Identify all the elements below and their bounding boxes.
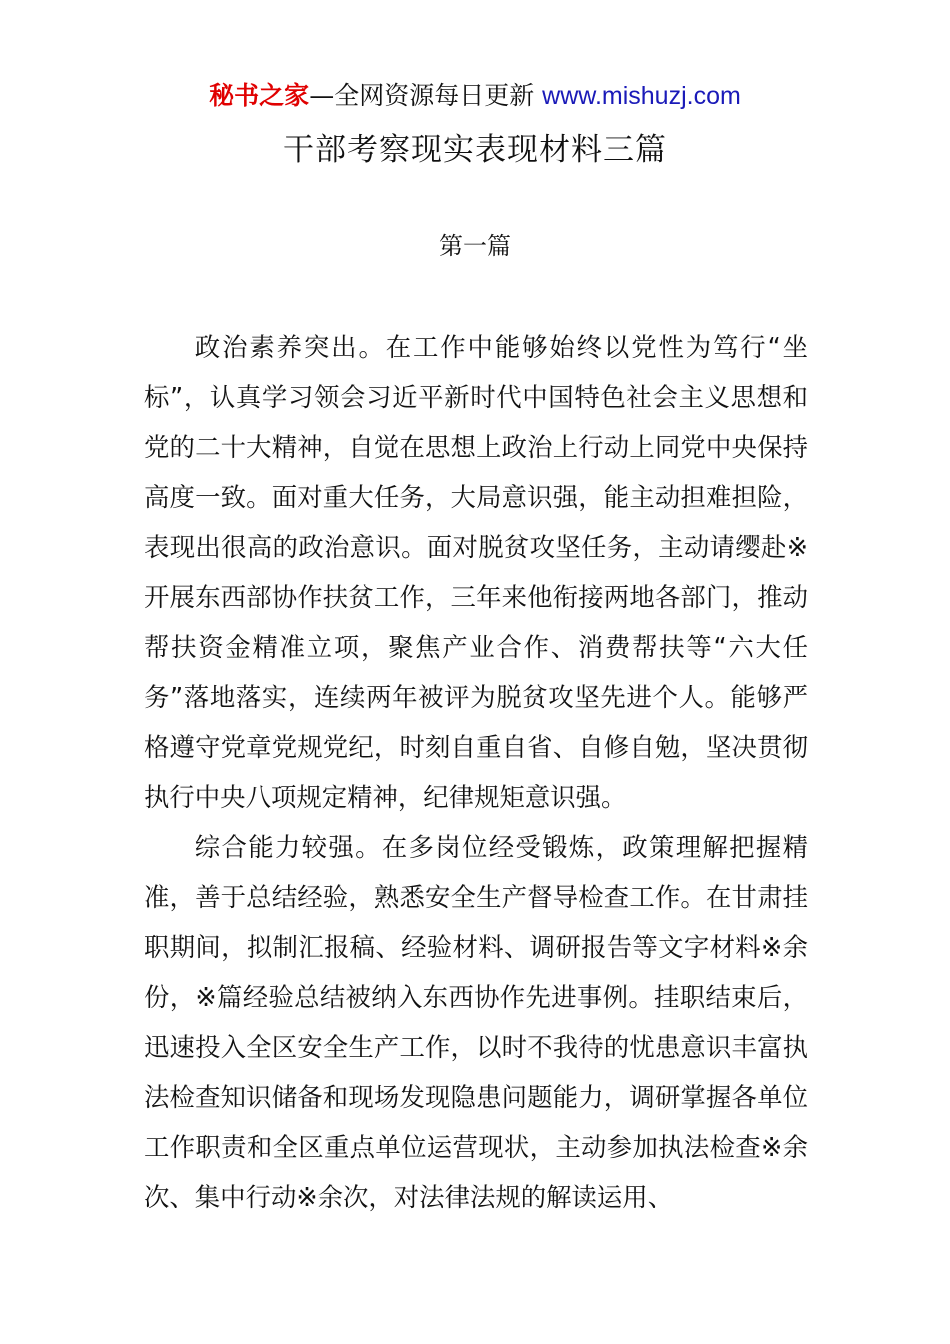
body-paragraph: 综合能力较强。在多岗位经受锻炼，政策理解把握精准，善于总结经验，熟悉安全生产督导检查工作。在甘肃挂职期间，拟制汇报稿、经验材料、调研报告等文字材料※余份，※篇经验总结被纳入东西协作先进事例。挂职结束后，迅速投入全区安全生产工作，以时不我待的忧患意识丰富执法检查知识储备和现场发现隐患问题能力，调研掌握各单位工作职责和全区重点单位运营现状，主动参加执法检查※余次、集中行动※余次，对法律法规的解读运用、 — [144, 832, 808, 1212]
site-tagline: —全网资源每日更新 — [309, 81, 535, 110]
document-title: 干部考察现实表现材料三篇 — [283, 132, 667, 168]
body-paragraph: 政治素养突出。在工作中能够始终以党性为笃行“坐标”，认真学习领会习近平新时代中国特色社会主义思想和党的二十大精神，自觉在思想上政治上行动上同党中央保持高度一致。面对重大任务，大局意识强，能主动担难担险，表现出很高的政治意识。面对脱贫攻坚任务，主动请缨赴※开展东西部协作扶贫工作，三年来他衔接两地各部门，推动帮扶资金精准立项，聚焦产业合作、消费帮扶等“六大任务”落地落实，连续两年被评为脱贫攻坚先进个人。能够严格遵守党章党规党纪，时刻自重自省、自修自勉，坚决贯彻执行中央八项规定精神，纪律规矩意识强。 — [144, 332, 808, 812]
site-url-link[interactable]: www.mishuzj.com — [542, 82, 741, 110]
document-body — [144, 322, 808, 1222]
site-header — [0, 80, 950, 112]
site-brand: 秘书之家 — [209, 81, 310, 110]
section-heading: 第一篇 — [439, 232, 511, 260]
